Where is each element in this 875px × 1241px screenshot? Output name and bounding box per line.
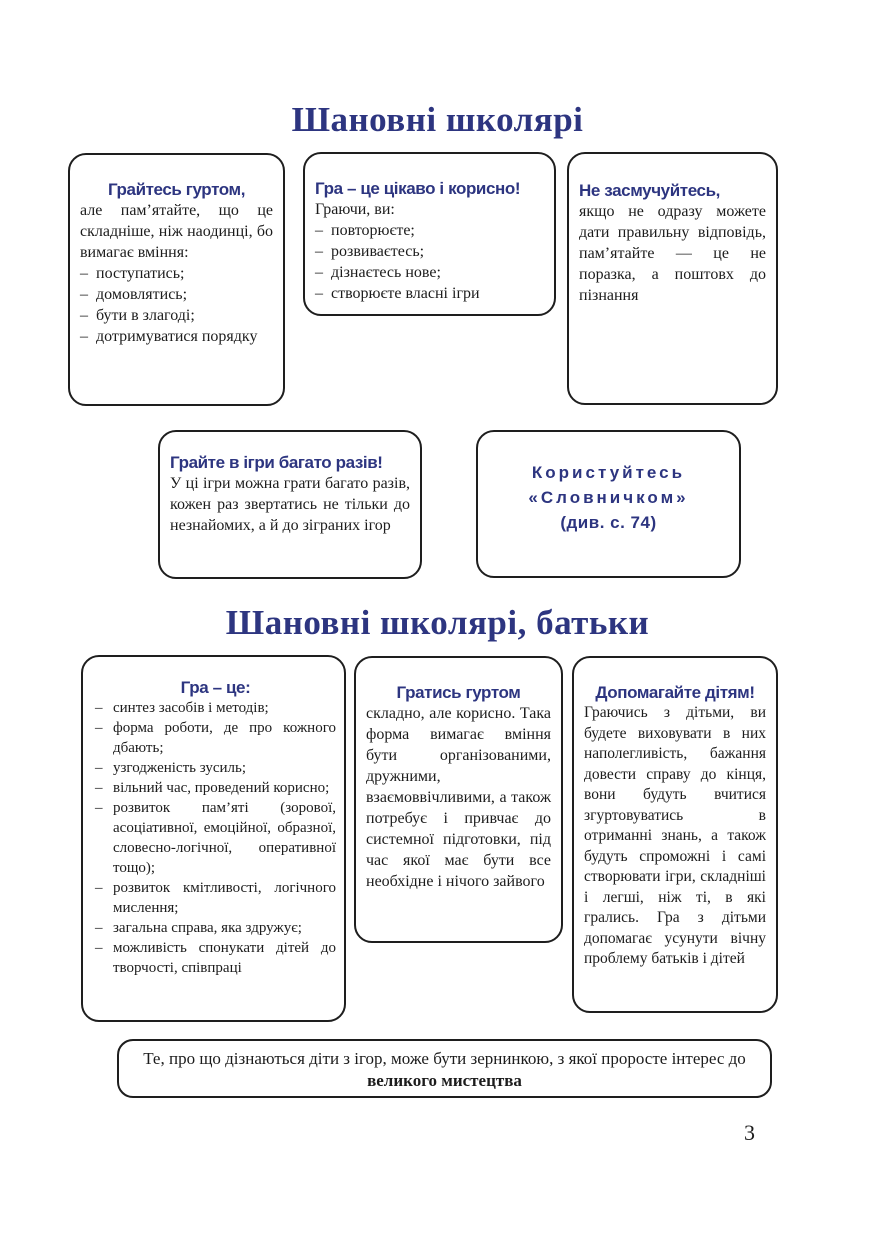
card-title: Гра – це цікаво і корисно! (315, 179, 521, 198)
card-title: Гратись гуртом (396, 683, 521, 702)
card-help-children (572, 656, 778, 1013)
card-game-is (81, 655, 346, 1022)
note-text: Те, про що дізнаються діти з ігор, може бути зернинкою, з якої проросте інтерес до (143, 1049, 746, 1068)
dictionary-line-2: «Словничком» (528, 488, 689, 507)
card-game-is-fun (303, 152, 556, 316)
card-title: Гра – це: (180, 678, 251, 697)
list-item: – дізнаєтесь нове; (315, 262, 544, 283)
section-title-pupils: Шановні школярі (291, 100, 584, 139)
dictionary-page-ref: (див. с. 74) (560, 513, 657, 532)
card-text: У ці ігри можна грати багато разів, кожен раз звертатись не тільки до незнайомих, а й до зіграних ігор (170, 475, 410, 534)
card-list (315, 220, 544, 304)
card-dont-be-upset (567, 152, 778, 405)
card-title: Не засмучуйтесь, (579, 181, 720, 200)
card-text: Граючи, ви: (315, 201, 395, 218)
dictionary-line-1: Користуйтесь (531, 463, 686, 482)
card-text: якщо не одразу можете дати правильну відповідь, пам’ятайте — це не поразка, а поштовх до пізнання (579, 203, 766, 304)
card-list (80, 263, 273, 347)
list-item: – створюєте власні ігри (315, 283, 544, 304)
list-item: – можливість спонукати дітей до творчості, співпраці (95, 938, 336, 978)
card-title: Грайтесь гуртом, (107, 180, 246, 199)
card-list (95, 698, 336, 978)
page-number: 3 (744, 1120, 755, 1145)
list-item: – розвиток кмітливості, логічного мислення; (95, 878, 336, 918)
list-item: – вільний час, проведений корисно; (95, 778, 336, 798)
section-title-pupils-parents: Шановні школярі, батьки (225, 603, 650, 642)
list-item: – розвиток пам’яті (зорової, асоціативної, емоційної, образної, словесно-логічної, оперативної тощо); (95, 798, 336, 878)
list-item: – розвиваєтесь; (315, 241, 544, 262)
list-item: – повторюєте; (315, 220, 544, 241)
card-play-in-group (68, 153, 285, 406)
list-item: – синтез засобів і методів; (95, 698, 336, 718)
card-text: складно, але корисно. Така форма вимагає вміння бути організованими, дружними, взаємоввічливими, а також потребує і привчає до системної підготовки, під час якої має бути все необхідне і нічого зайвого (366, 705, 551, 890)
card-title: Грайте в ігри багато разів! (170, 453, 383, 472)
card-playing-in-group (354, 656, 563, 943)
note-bold: великого мистецтва (367, 1071, 522, 1090)
list-item: – узгодженість зусиль; (95, 758, 336, 778)
list-item: – поступатись; (80, 263, 273, 284)
list-item: – загальна справа, яка здружує; (95, 918, 336, 938)
card-play-many-times (158, 430, 422, 579)
list-item: – бути в злагоді; (80, 305, 273, 326)
card-use-dictionary (476, 430, 741, 578)
card-text: Граючись з дітьми, ви будете виховувати в них наполегливість, бажання довести справу до кінця, вони будуть вчитися згуртовуватись в отриманні знань, а також будуть спроможні і самі створювати ігри, складніші і легші, ніж ті, в які грались. Гра з дітьми допомагає усунути вічну проблему батьків і дітей (584, 704, 766, 967)
card-text: але пам’ятайте, що це складніше, ніж наодинці, бо вимагає вміння: (80, 202, 273, 261)
list-item: – домовлятись; (80, 284, 273, 305)
list-item: – дотримуватися порядку (80, 326, 273, 347)
closing-note (117, 1039, 772, 1098)
card-title: Допомагайте дітям! (595, 683, 755, 702)
list-item: – форма роботи, де про кожного дбають; (95, 718, 336, 758)
